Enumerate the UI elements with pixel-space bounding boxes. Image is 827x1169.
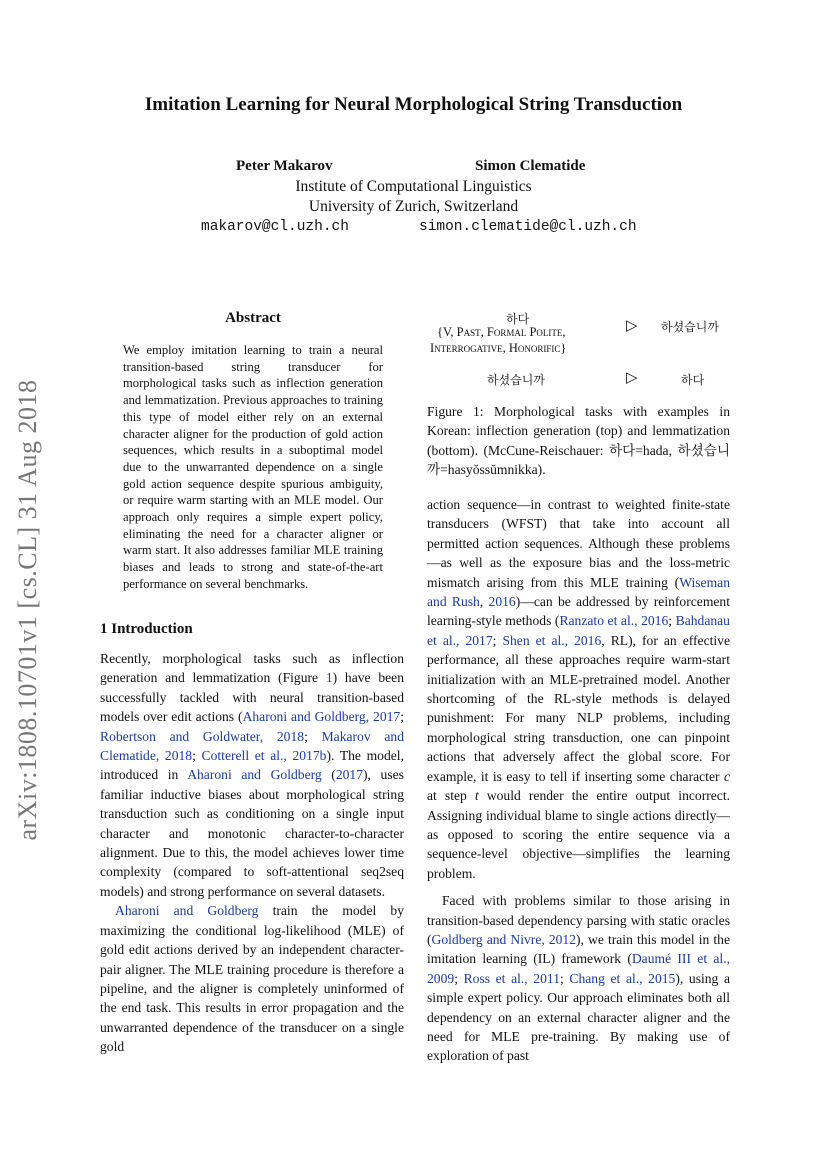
text-run: )—can be addressed by reinforcement learning-style methods ( [427,594,730,629]
figure-source-word: 하다 [506,312,530,326]
author-email-1[interactable]: makarov@cl.uzh.ch [201,219,349,235]
citation-link[interactable]: Shen et al., 2016 [502,632,602,648]
text-run: Recently, morphological tasks such as inflection generation and lemmatization (Figure [100,651,404,686]
text-run: ; [668,613,676,629]
citation-link[interactable]: Wiseman and Rush [427,574,730,610]
math-variable: t [474,788,479,804]
figure-arrow-icon: ▷ [626,318,638,334]
text-run: ). The model, introduced in [100,748,404,783]
author-email-2[interactable]: simon.clematide@cl.uzh.ch [419,219,637,235]
text-run: ) have been successfully tackled with neural transition-based models over edit actions ( [100,670,404,725]
citation-link[interactable]: Goldberg and Nivre, 2012 [431,931,577,947]
intro-paragraph-3 [427,495,730,883]
figure-ref-link[interactable]: 1 [325,670,333,686]
text-run: Faced with problems similar to those arising in transition-based dependency parsing with static oracles ( [427,893,730,947]
figure-caption: Figure 1: Morphological tasks with examples in Korean: inflection generation (top) and lemmatization (bottom). (McCune-Reischauer: 하다=hada, 하셨습니까=hasyŏssŭmnikka). [427,404,730,478]
citation-link[interactable]: Ranzato et al., 2016 [559,613,669,629]
intro-paragraph-1 [100,649,404,901]
text-run: at step [427,788,475,804]
author-name-2: Simon Clematide [475,158,586,174]
citation-link[interactable]: Daumé III et al., 2009 [427,951,730,986]
text-run: , RL), for an effective performance, all these approaches require warm-start initialization with an MLE-pretrained model. Another shortcoming of the RL-style methods is delayed punishment: For many NLP problems, including morphological string transduction, one can pinpoint actions that adversely affect the global score. For example, it is easy to tell if inserting some character [427,632,730,784]
left-column-text [100,649,404,1057]
text-run: ; [492,632,503,648]
abstract-heading: Abstract [225,310,281,326]
text-run: , [479,594,489,610]
intro-paragraph-4 [427,891,730,1066]
paper-title: Imitation Learning for Neural Morphological String Transduction [144,94,683,115]
text-run: ; [454,970,464,986]
figure-tags-line-1: {V, Past, Formal Polite, [437,325,566,339]
arxiv-stamp-text: arXiv:1808.10701v1 [cs.CL] 31 Aug 2018 [13,379,42,841]
intro-paragraph-2 [100,901,404,1056]
text-run: ; [560,970,570,986]
text-run: ; [304,728,322,744]
figure-inflected-word: 하셨습니까 [661,320,719,334]
citation-link[interactable]: Aharoni and Goldberg, 2017 [242,709,401,725]
text-run: ), uses familiar inductive biases about morphological string transduction such as conditioning on a single input character and monotonic character-to-character alignment. Due to this, the model achieves lower time complexity (compared to soft-attentional seq2seq models) and strong performance on several datasets. [100,767,404,899]
math-variable: c [723,768,730,784]
text-run: train the model by maximizing the conditional log-likelihood (MLE) of gold edit actions derived by an independent character-pair aligner. The MLE training procedure is therefore a pipeline, and the aligner is completely uninformed of the end task. This results in error propagation and the unwarranted dependence of the transducer on a single gold [100,903,404,1055]
text-run: ; [400,709,404,725]
citation-link[interactable]: Aharoni and Goldberg [187,767,322,783]
text-run: ), we train this model in the imitation learning (IL) framework ( [427,931,730,967]
author-name-1: Peter Makarov [236,158,333,174]
citation-link[interactable]: Aharoni and Goldberg [115,903,259,919]
figure-lemma-source: 하셨습니까 [487,373,545,387]
abstract-body: We employ imitation learning to train a neural transition-based string transducer for morphological tasks such as inflection generation and lemmatization. Previous approaches to training this type of model either rely on an external character aligner for the production of gold action sequences, which results in a suboptimal model due to the unwarranted dependence on a single gold action sequence despite spurious ambiguity, or require warm starting with an MLE model. Our approach only requires a simple expert policy, eliminating the need for a character aligner or warm start. It also addresses familiar MLE training biases and leads to strong and state-of-the-art performance on several benchmarks. [123,343,383,591]
citation-link[interactable]: Chang et al., 2015 [569,970,676,986]
arxiv-stamp [8,350,48,870]
citation-link[interactable]: Cotterell et al., 2017b [201,748,327,764]
citation-link[interactable]: 2017 [335,767,364,783]
right-column-text [427,495,730,1066]
text-run: action sequence—in contrast to weighted finite-state transducers (WFST) that take into account all permitted action sequences. Although these problems—as well as the exposure bias and the loss-metric mismatch arising from this MLE training ( [427,497,730,590]
citation-link[interactable]: Ross et al., 2011 [463,970,560,986]
text-run: ( [321,767,336,783]
figure-tags-line-2: Interrogative, Honorific} [430,341,567,355]
affiliation-institute: Institute of Computational Linguistics [295,178,532,195]
citation-link[interactable]: Robertson and Goldwater, 2018 [100,728,305,744]
text-run: ), using a simple expert policy. Our approach eliminates both all dependency on an external character aligner and the need for MLE pre-training. By making use of exploration of past [427,970,731,1064]
figure-lemma-target: 하다 [681,373,705,387]
text-run: ; [192,748,202,764]
affiliation-university: University of Zurich, Switzerland [308,198,519,215]
figure-arrow-icon: ▷ [626,370,638,386]
citation-link[interactable]: Makarov and Clematide, 2018 [100,728,404,764]
section-heading-introduction: 1 Introduction [100,621,193,637]
citation-link[interactable]: 2016 [488,594,516,610]
text-run: would render the entire output incorrect. Assigning individual blame to single actions directly—as opposed to scoring the entire sequence via a sequence-level objective—simplifies the learning problem. [427,788,730,881]
citation-link[interactable]: Bahdanau et al., 2017 [427,613,730,648]
